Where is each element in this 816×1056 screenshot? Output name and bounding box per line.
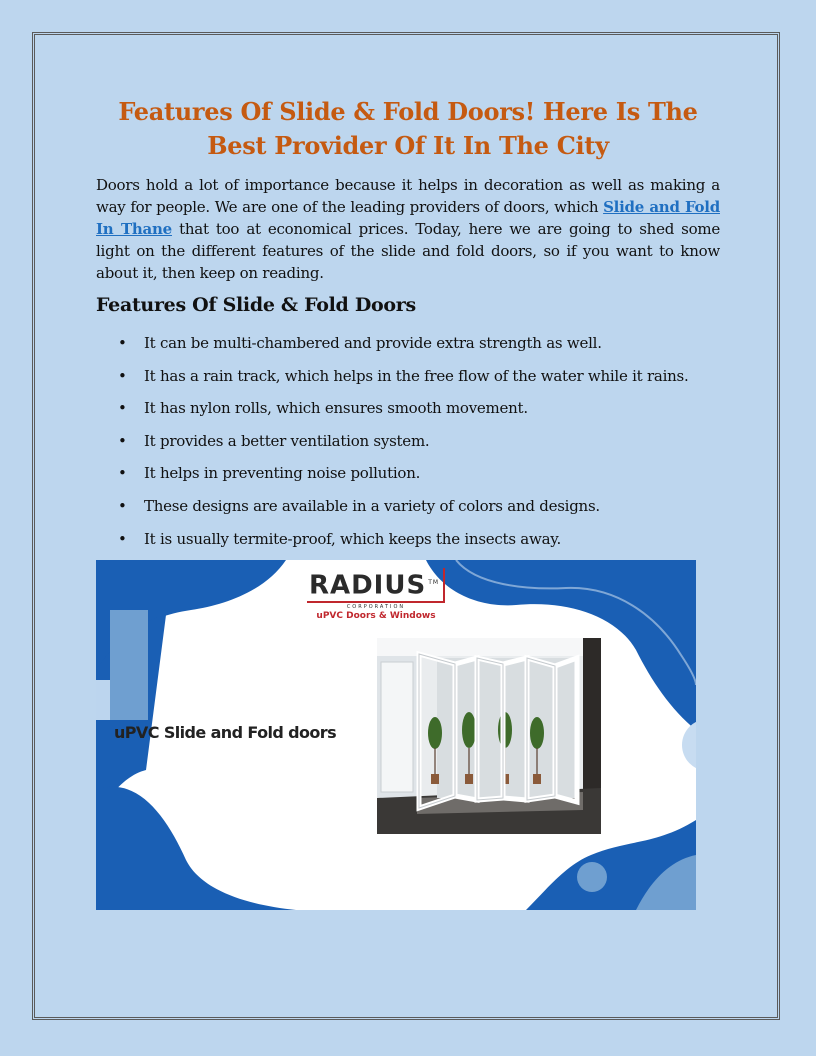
bullet-icon: •	[118, 366, 127, 385]
feature-text: It provides a better ventilation system.	[144, 431, 430, 450]
bullet-icon: •	[118, 431, 127, 450]
bullet-icon: •	[118, 529, 127, 548]
trademark-symbol: TM	[428, 579, 440, 586]
feature-text: It is usually termite-proof, which keeps the insects away.	[144, 529, 562, 548]
feature-text: It has a rain track, which helps in the free flow of the water while it rains.	[144, 366, 689, 385]
intro-paragraph	[96, 174, 720, 284]
feature-text: It helps in preventing noise pollution.	[144, 464, 421, 483]
features-list	[96, 332, 720, 560]
logo-wordmark	[307, 568, 445, 603]
feature-text: It can be multi-chambered and provide extra strength as well.	[144, 334, 602, 352]
feature-text: These designs are available in a variety of colors and designs.	[144, 496, 600, 515]
feature-text: It has nylon rolls, which ensures smooth movement.	[144, 399, 528, 418]
radius-logo	[306, 568, 446, 621]
banner-caption: uPVC Slide and Fold doors	[114, 723, 337, 742]
bullet-icon: •	[118, 496, 127, 515]
folding-door-photo	[377, 638, 601, 834]
logo-tagline: uPVC Doors & Windows	[316, 610, 436, 621]
logo-corporation-text: CORPORATION	[346, 603, 406, 610]
bullet-icon: •	[118, 399, 127, 418]
list-item	[96, 397, 720, 430]
list-item	[96, 332, 720, 365]
slide-and-fold-thane-link[interactable]: Slide and Fold In Thane	[96, 198, 720, 238]
bullet-icon: •	[118, 334, 127, 352]
list-item	[96, 430, 720, 463]
intro-text-after-link: that too at economical prices. Today, here we are going to shed some light on the different features of the slide and fold doors, so if you want to know about it, then keep on reading.	[96, 220, 720, 282]
list-item	[96, 528, 720, 561]
product-banner-image	[96, 560, 696, 910]
features-heading: Features Of Slide & Fold Doors	[96, 294, 416, 316]
logo-word-text: RADIUS	[308, 570, 427, 601]
list-item	[96, 365, 720, 398]
intro-text-before-link: Doors hold a lot of importance because it helps in decoration as well as making a way for people. We are one of the leading providers of doors, which	[96, 176, 720, 216]
page-title: Features Of Slide & Fold Doors! Here Is The Best Provider Of It In The City	[118, 97, 698, 160]
bullet-icon: •	[118, 464, 127, 483]
list-item	[96, 495, 720, 528]
list-item	[96, 462, 720, 495]
